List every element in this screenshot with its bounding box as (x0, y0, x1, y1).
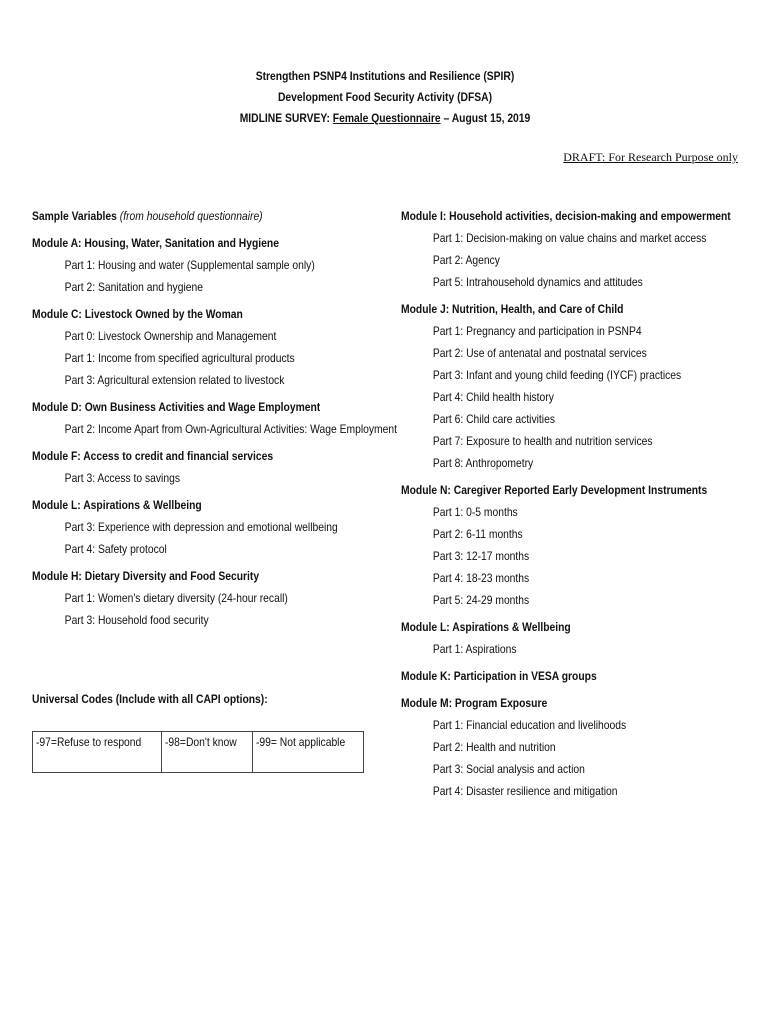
module-part: Part 3: Infant and young child feeding (IYCF) practices (432, 368, 682, 382)
module-title: Module L: Aspirations & Wellbeing (32, 498, 202, 512)
module-title: Module A: Housing, Water, Sanitation and Hygiene (32, 236, 279, 250)
header-line-1: Strengthen PSNP4 Institutions and Resilience (SPIR) (255, 69, 515, 83)
module-title: Module N: Caregiver Reported Early Development Instruments (401, 483, 708, 497)
module-part: Part 3: 12-17 months (432, 549, 530, 563)
module-part: Part 4: Safety protocol (64, 542, 167, 556)
header-line-3-prefix: MIDLINE SURVEY: (239, 111, 333, 125)
left-column (32, 205, 397, 631)
header-line-2: Development Food Security Activity (DFSA) (277, 90, 493, 104)
module-part: Part 3: Agricultural extension related to livestock (64, 373, 285, 387)
module-title: Module C: Livestock Owned by the Woman (32, 307, 243, 321)
module-part: Part 2: Sanitation and hygiene (64, 280, 203, 294)
module-part: Part 1: Pregnancy and participation in PSNP4 (432, 324, 642, 338)
module-title: Module L: Aspirations & Wellbeing (401, 620, 571, 634)
module-part: Part 1: Housing and water (Supplemental sample only) (64, 258, 315, 272)
module-title: Module F: Access to credit and financial services (32, 449, 274, 463)
code-cell-dont-know (162, 732, 252, 773)
module-part: Part 1: Financial education and livelihoods (432, 718, 627, 732)
right-module-list (401, 205, 751, 802)
right-column (401, 205, 751, 802)
module-part: Part 8: Anthropometry (432, 456, 534, 470)
module-part: Part 1: 0-5 months (432, 505, 518, 519)
module-part: Part 3: Household food security (64, 613, 209, 627)
module-part: Part 5: Intrahousehold dynamics and attitudes (432, 275, 643, 289)
module-title: Module K: Participation in VESA groups (401, 669, 597, 683)
left-module-list (32, 232, 397, 631)
module-title: Module J: Nutrition, Health, and Care of Child (401, 302, 624, 316)
module-part: Part 5: 24-29 months (432, 593, 530, 607)
sample-variables-title: Sample Variables (32, 209, 120, 223)
module-part: Part 1: Women's dietary diversity (24-hour recall) (64, 591, 288, 605)
code-refuse: -97=Refuse to respond (36, 735, 142, 749)
module-part: Part 2: Income Apart from Own-Agricultural Activities: Wage Employment (64, 422, 397, 436)
code-dont-know: -98=Don't know (165, 735, 238, 749)
module-title: Module H: Dietary Diversity and Food Security (32, 569, 260, 583)
module-part: Part 2: Use of antenatal and postnatal services (432, 346, 647, 360)
module-part: Part 4: Disaster resilience and mitigation (432, 784, 618, 798)
module-part: Part 7: Exposure to health and nutrition services (432, 434, 653, 448)
module-part: Part 3: Social analysis and action (432, 762, 585, 776)
code-not-applicable: -99= Not applicable (255, 735, 345, 749)
module-part: Part 3: Access to savings (64, 471, 180, 485)
module-title: Module D: Own Business Activities and Wage Employment (32, 400, 321, 414)
module-part: Part 2: 6-11 months (432, 527, 523, 541)
module-title: Module M: Program Exposure (401, 696, 548, 710)
sample-variables-heading (32, 205, 333, 227)
module-part: Part 4: Child health history (432, 390, 554, 404)
universal-codes-title: Universal Codes (Include with all CAPI options): (32, 692, 268, 706)
module-part: Part 1: Income from specified agricultural products (64, 351, 295, 365)
module-part: Part 4: 18-23 months (432, 571, 530, 585)
module-part: Part 6: Child care activities (432, 412, 555, 426)
module-part: Part 0: Livestock Ownership and Management (64, 329, 277, 343)
header-date: – August 15, 2019 (440, 111, 531, 125)
module-part: Part 2: Agency (432, 253, 500, 267)
module-part: Part 2: Health and nutrition (432, 740, 556, 754)
header-line-3 (54, 108, 716, 129)
module-part: Part 1: Decision-making on value chains and market access (432, 231, 707, 245)
code-cell-not-applicable (252, 732, 363, 773)
module-part: Part 1: Aspirations (432, 642, 517, 656)
draft-note: DRAFT: For Research Purpose only (563, 150, 738, 164)
code-cell-refuse (33, 732, 162, 773)
module-part: Part 3: Experience with depression and emotional wellbeing (64, 520, 338, 534)
header-questionnaire-type: Female Questionnaire (332, 111, 441, 125)
sample-variables-note: (from household questionnaire) (119, 209, 263, 223)
universal-codes-table (32, 731, 364, 773)
document-header (54, 66, 716, 129)
universal-codes-row (33, 732, 364, 773)
module-title: Module I: Household activities, decision-making and empowerment (401, 209, 731, 223)
